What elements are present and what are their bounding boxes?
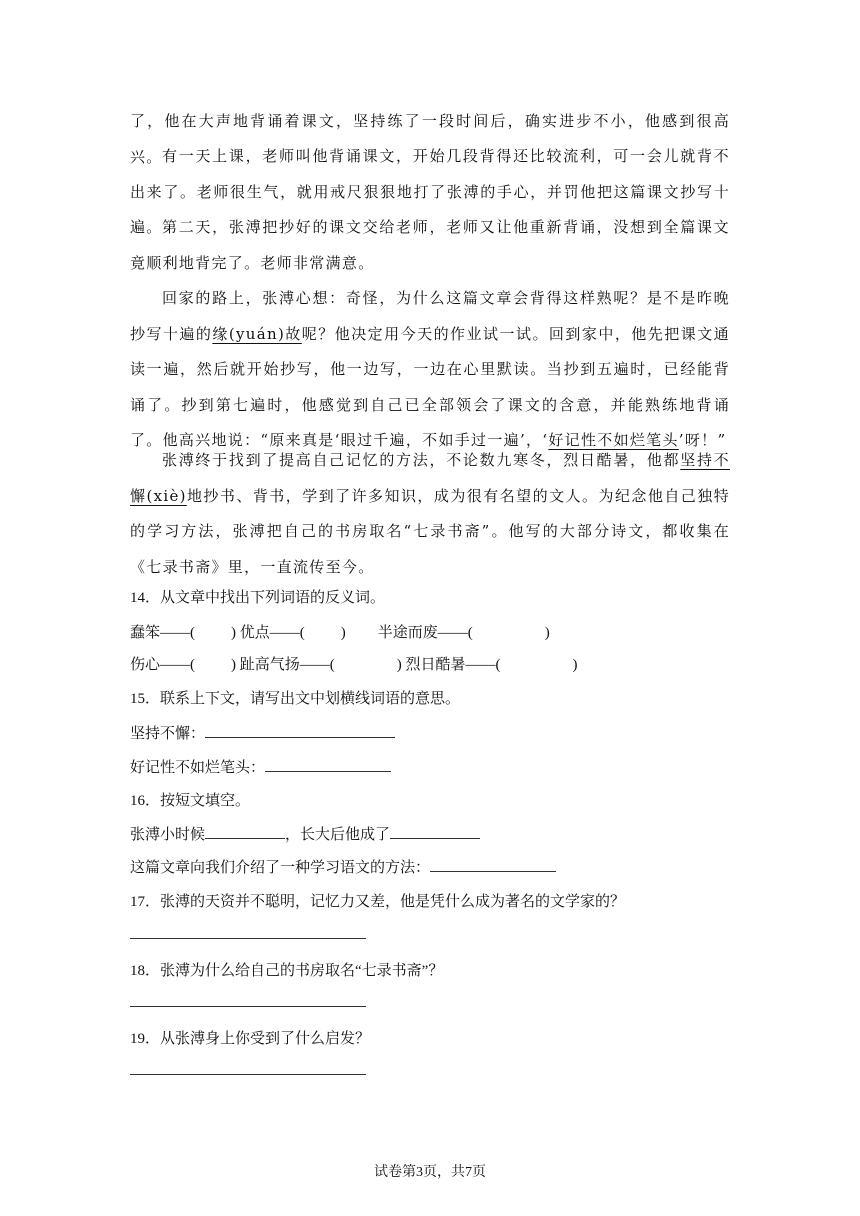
answer-blank[interactable]	[390, 823, 480, 839]
passage-paragraph-4	[130, 281, 730, 459]
passage-text: ’呀！”	[678, 431, 727, 449]
passage-text: 第二天，张溥把抄好的课文交给老师，老师又让他重新背诵，没想到全篇课文竟顺利地背完了。老师非常满意。	[130, 218, 730, 272]
passage-text: 呢？他决定用今天的作业试一试。回到家中，他先把课文通读一遍，然后就开始抄写，他一边写，一边在心里默读。当抄到五遍时，已经能背诵了。抄到第七遍时，他感觉到自己已全部领会了课文的含意，并能熟练地背诵了。他高兴地说：“原来真是‘眼过千遍，不如手过一遍’，‘	[130, 324, 730, 449]
question-19-title: 19．从张溥身上你受到了什么启发？	[130, 1031, 371, 1047]
term-label: 坚持不懈：	[130, 726, 206, 742]
question-15-line-b	[130, 756, 391, 777]
antonym-paren: )	[544, 625, 550, 641]
antonym-paren: )	[572, 657, 578, 673]
underlined-term-yuangu: 缘(yuán)故	[212, 324, 302, 343]
fill-label: ，长大后他成了	[285, 827, 391, 843]
antonym-prompt: ) 优点——(	[231, 625, 305, 641]
term-label: 好记性不如烂笔头：	[130, 760, 266, 776]
fill-label: 这篇文章向我们介绍了一种学习语文的方法：	[130, 860, 431, 876]
passage-text: 回家的路上，张溥心想：奇怪，为什么这篇文章会背得这样熟呢？是不是昨晚抄写十遍的	[130, 289, 730, 343]
antonym-paren: )	[340, 625, 346, 641]
question-16-line-a	[130, 823, 480, 844]
question-16-line-b	[130, 856, 556, 877]
fill-label: 张溥小时候	[130, 827, 206, 843]
passage-text: 张溥终于找到了提高自己记忆的方法，不论数九寒冬，烈日酷暑，他都	[162, 451, 681, 469]
question-16-title: 16．按短文填空。	[130, 793, 251, 809]
question-18-answer-line[interactable]	[130, 1006, 366, 1007]
answer-blank[interactable]	[430, 856, 556, 872]
antonym-prompt: ) 烈日酷暑——(	[396, 657, 501, 673]
answer-blank[interactable]	[205, 722, 395, 738]
answer-blank[interactable]	[265, 756, 391, 772]
antonym-prompt: 半途而废——(	[377, 625, 473, 641]
antonym-prompt: ) 趾高气扬——(	[231, 657, 335, 673]
passage-text: 了，他在大声地背诵着课文，坚持练了一段时间后，确实进步不小，他感到很高兴。	[130, 112, 730, 166]
page-footer: 试卷第3页，共7页	[374, 1165, 486, 1180]
question-14-row-2	[130, 653, 578, 674]
antonym-prompt: 蠢笨——(	[130, 625, 195, 641]
question-15-line-a	[130, 722, 395, 743]
antonym-prompt: 伤心——(	[130, 657, 195, 673]
underlined-term-bitou: 好记性不如烂笔头	[548, 431, 679, 449]
passage-paragraph-3	[130, 210, 730, 281]
question-19-answer-line[interactable]	[130, 1074, 366, 1075]
question-18-title: 18．张溥为什么给自己的书房取名“七录书斋”？	[130, 963, 444, 979]
question-14-row-1	[130, 621, 550, 642]
passage-paragraph-5	[130, 443, 730, 585]
answer-blank[interactable]	[205, 823, 285, 839]
question-17-title: 17．张溥的天资并不聪明，记忆力又差，他是凭什么成为著名的文学家的？	[130, 894, 626, 910]
question-15-title: 15．联系上下文，请写出文中划横线词语的意思。	[130, 691, 461, 707]
passage-text: 地抄书、背书，学到了许多知识，成为很有名望的文人。为纪念他自己独特的学习方法，张溥把自己的书房取名“七录书斋”。他写的大部分诗文，都收集在《七录书斋》里，一直流传至今。	[130, 486, 731, 576]
question-17-answer-line[interactable]	[130, 938, 366, 939]
question-14-title: 14．从文章中找出下列词语的反义词。	[130, 590, 386, 606]
underlined-term-jianchi: 坚持不懈(xiè)	[130, 451, 730, 505]
passage-text: 有一天上课，老师叫他背诵课文，开始几段背得还比较流利，可一会儿就背不出来了。老师很生气，就用戒尺狠狠地打了张溥的手心，并罚他把这篇课文抄写十遍。	[130, 147, 730, 236]
